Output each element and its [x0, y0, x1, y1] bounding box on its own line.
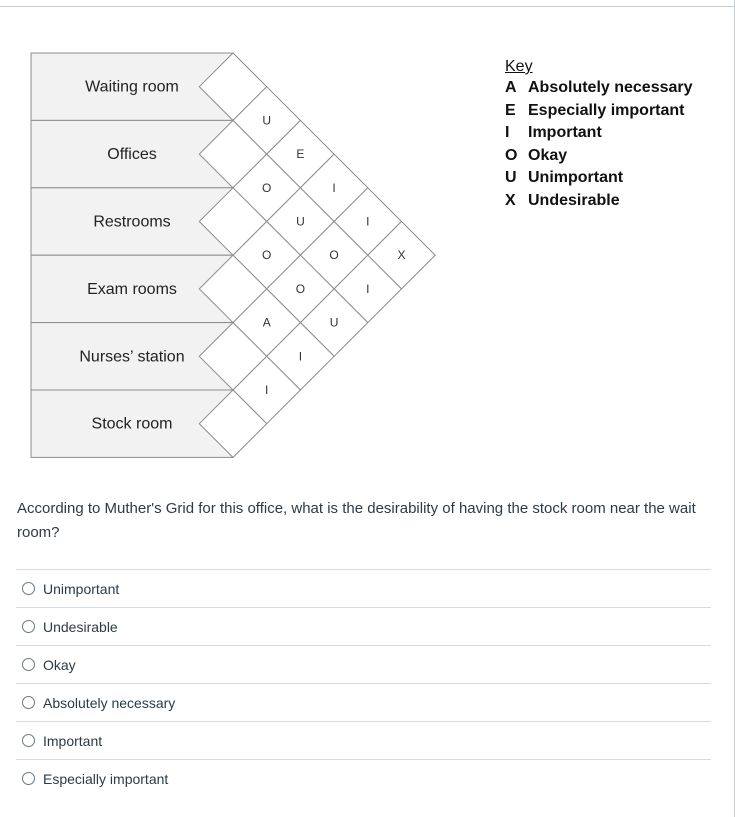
key-code: A: [505, 79, 517, 96]
relationship-code: A: [262, 315, 271, 330]
key-label: Undesirable: [528, 191, 620, 209]
relationship-code: X: [397, 248, 406, 263]
room-label: Restrooms: [93, 213, 171, 231]
muthers-grid: [0, 0, 480, 470]
relationship-code: O: [262, 248, 272, 263]
relationship-code: O: [295, 281, 306, 296]
key-code: E: [505, 101, 516, 119]
key-code: X: [505, 191, 516, 209]
answer-label: Especially important: [43, 770, 169, 787]
relationship-code: U: [262, 113, 272, 128]
room-label: Waiting room: [85, 78, 179, 96]
room-label: Nurses’ station: [79, 348, 185, 366]
relationship-code: I: [298, 349, 303, 364]
answer-label: Undesirable: [43, 618, 118, 635]
answer-option-undesirable[interactable]: [16, 607, 711, 645]
answer-option-absolutely-necessary[interactable]: [16, 683, 711, 721]
muthers-grid-diagram: [0, 0, 480, 470]
relationship-code: U: [329, 315, 339, 330]
answer-label: Absolutely necessary: [43, 694, 176, 711]
radio-button[interactable]: [22, 772, 35, 785]
answer-list: [16, 569, 711, 797]
relationship-code: I: [366, 214, 370, 229]
answer-option-okay[interactable]: [16, 645, 711, 683]
answer-label: Okay: [43, 656, 76, 673]
key-item: [505, 77, 693, 100]
radio-button[interactable]: [22, 620, 35, 633]
room-label: Stock room: [91, 415, 173, 433]
answer-option-unimportant[interactable]: [16, 569, 711, 607]
answer-label: Important: [43, 732, 103, 749]
key-code: I: [505, 124, 510, 141]
room-label: Exam rooms: [87, 280, 177, 298]
relationship-code: E: [296, 147, 305, 162]
key-item: [505, 145, 693, 168]
relationship-code: U: [296, 214, 305, 229]
relationship-code: I: [332, 180, 336, 195]
relationship-code: O: [329, 248, 339, 263]
key-item: [505, 190, 693, 213]
key-item: [505, 122, 693, 145]
key-legend: [505, 57, 693, 212]
key-label: Important: [528, 124, 602, 141]
key-label: Okay: [528, 146, 568, 164]
answer-option-especially-important[interactable]: [16, 759, 711, 797]
radio-button[interactable]: [22, 696, 35, 709]
relationship-code: I: [366, 281, 370, 296]
radio-button[interactable]: [22, 582, 35, 595]
key-title: Key: [505, 58, 533, 75]
key-item: [505, 167, 693, 190]
relationship-code: O: [262, 180, 272, 195]
answer-label: Unimportant: [43, 580, 120, 597]
answer-option-important[interactable]: [16, 721, 711, 759]
room-label: Offices: [107, 146, 157, 164]
radio-button[interactable]: [22, 734, 35, 747]
key-code: O: [505, 146, 518, 164]
question-text: According to Muther's Grid for this office, what is the desirability of having the stock room near the wait room?: [17, 500, 696, 541]
key-label: Absolutely necessary: [528, 79, 693, 96]
key-label: Unimportant: [528, 169, 624, 186]
key-label: Especially important: [528, 101, 685, 119]
radio-button[interactable]: [22, 658, 35, 671]
key-item: [505, 100, 693, 123]
relationship-code: I: [265, 383, 269, 397]
key-code: U: [505, 169, 517, 186]
